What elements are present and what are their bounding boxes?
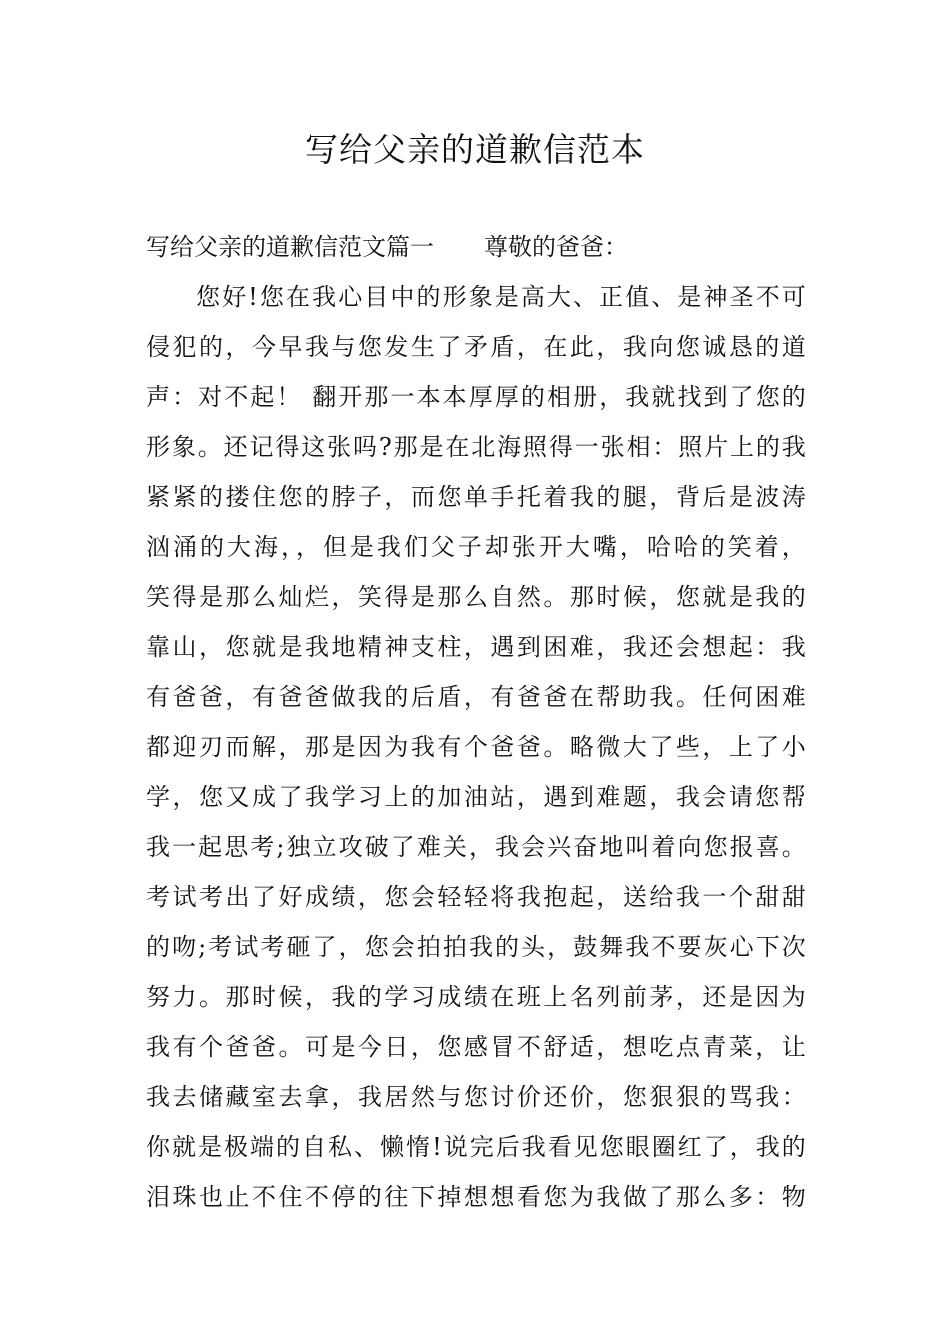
- text-line: 有爸爸，有爸爸做我的后盾，有爸爸在帮助我。任何困难: [146, 683, 806, 711]
- text-line: 笑得是那么灿烂，笑得是那么自然。那时候，您就是我的: [146, 583, 806, 611]
- text-line: 您好!您在我心目中的形象是高大、正值、是神圣不可: [196, 283, 806, 311]
- text-line: 我有个爸爸。可是今日，您感冒不舒适，想吃点青菜，让: [146, 1033, 806, 1061]
- text-line: 声：对不起！ 翻开那一本本厚厚的相册，我就找到了您的: [146, 383, 806, 411]
- text-line: 你就是极端的自私、懒惰!说完后我看见您眼圈红了，我的: [146, 1133, 806, 1161]
- text-line: 泪珠也止不住不停的往下掉想想看您为我做了那么多：物: [146, 1183, 806, 1211]
- text-line: 的吻;考试考砸了，您会拍拍我的头，鼓舞我不要灰心下次: [146, 933, 806, 961]
- text-line: 都迎刃而解，那是因为我有个爸爸。略微大了些，上了小: [146, 733, 806, 761]
- text-line: 学，您又成了我学习上的加油站，遇到难题，我会请您帮: [146, 783, 806, 811]
- text-line: 我一起思考;独立攻破了难关，我会兴奋地叫着向您报喜。: [146, 833, 806, 861]
- letter-body: [146, 222, 806, 1222]
- text-line: 考试考出了好成绩，您会轻轻将我抱起，送给我一个甜甜: [146, 883, 806, 911]
- text-line: 努力。那时候，我的学习成绩在班上名列前茅，还是因为: [146, 983, 806, 1011]
- document-title: 写给父亲的道歉信范本: [305, 130, 645, 169]
- section-heading: 写给父亲的道歉信范文篇一: [146, 233, 434, 261]
- text-line: 汹涌的大海，，但是我们父子却张开大嘴，哈哈的笑着，: [146, 533, 806, 561]
- text-line: 侵犯的，今早我与您发生了矛盾，在此，我向您诚恳的道: [146, 333, 806, 361]
- text-line: 紧紧的搂住您的脖子，而您单手托着我的腿，背后是波涛: [146, 483, 806, 511]
- text-line: 形象。还记得这张吗?那是在北海照得一张相：照片上的我: [146, 433, 806, 461]
- salutation: 尊敬的爸爸：: [484, 233, 628, 261]
- text-line: 靠山，您就是我地精神支柱，遇到困难，我还会想起：我: [146, 633, 806, 661]
- spacer: [434, 222, 484, 272]
- text-line: 我去储藏室去拿，我居然与您讨价还价，您狠狠的骂我：: [146, 1083, 806, 1111]
- heading-line: [146, 222, 806, 272]
